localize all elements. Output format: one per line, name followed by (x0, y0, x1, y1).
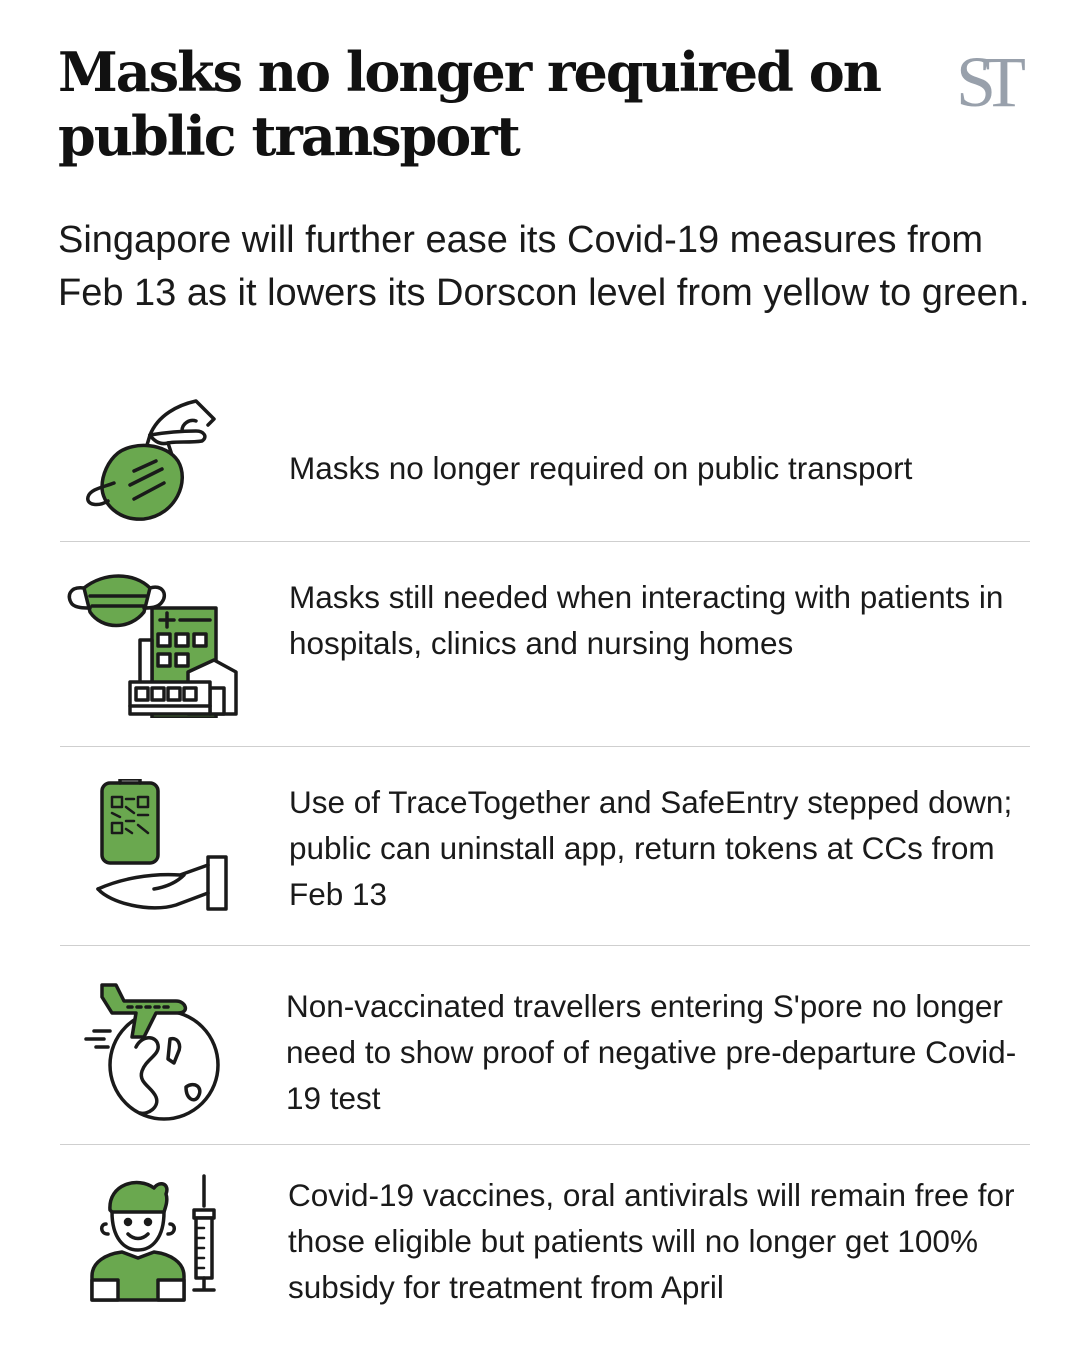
person-syringe-icon (86, 1172, 226, 1307)
item-text: Masks still needed when interacting with patients in hospitals, clinics and nursing homes (289, 579, 1004, 661)
hand-token-qr-icon (90, 779, 240, 919)
mask-hospital-icon (64, 568, 244, 718)
item-text: Covid-19 vaccines, oral antivirals will remain free for those eligible but patients will no longer get 100% subsidy for treatment from April (288, 1177, 1015, 1305)
item-text: Non-vaccinated travellers entering S'pore no longer need to show proof of negative pre-departure Covid-19 test (286, 988, 1017, 1116)
plane-globe-icon (82, 979, 232, 1124)
item-text: Use of TraceTogether and SafeEntry stepped down; public can uninstall app, return tokens at CCs from Feb 13 (289, 784, 1013, 912)
page-title: Masks no longer required on public transport (58, 40, 880, 168)
divider (60, 945, 1030, 946)
hand-holding-mask-icon (78, 391, 218, 521)
page-subtitle: Singapore will further ease its Covid-19 measures from Feb 13 as it lowers its Dorscon level from yellow to green. (58, 219, 1030, 314)
divider (60, 1144, 1030, 1145)
st-logo: ST (955, 42, 1013, 122)
item-text: Masks no longer required on public transport (289, 450, 913, 486)
divider (60, 746, 1030, 747)
divider (60, 541, 1030, 542)
